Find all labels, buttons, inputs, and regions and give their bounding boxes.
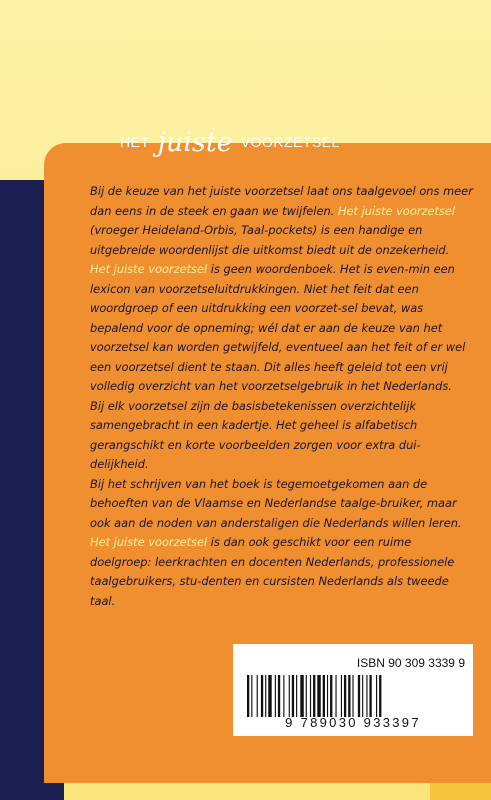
isbn-text: ISBN 90 309 3339 9 xyxy=(356,656,465,670)
barcode-bars xyxy=(245,675,461,717)
barcode-bar xyxy=(369,675,371,717)
blurb-segment: is dan ook geschikt voor een ruime doelgroep: leerkrachten en docenten Nederlands, professionele taalgebruikers, stu-denten en cursisten Nederlands als tweede taal. xyxy=(90,535,455,608)
title-script: juiste xyxy=(157,127,233,158)
barcode-bar xyxy=(261,675,263,717)
barcode-digits: 9 789030 933397 xyxy=(285,715,421,730)
barcode-bar xyxy=(296,675,297,717)
blurb-segment: Bij elk voorzetsel zijn de basisbetekenissen overzichtelijk samengebracht in een kadertje. Het geheel is alfabetisch gerangschikt en korte voorbeelden zorgen voor extra dui-delijkheid. xyxy=(90,398,421,471)
barcode-bar xyxy=(292,675,294,717)
barcode-bar xyxy=(358,675,360,717)
blurb-paragraph xyxy=(90,260,476,397)
barcode-bar xyxy=(310,675,311,717)
blurb-paragraph xyxy=(90,475,476,612)
barcode-bar xyxy=(317,675,320,717)
barcode-bar xyxy=(341,675,342,717)
barcode-bar xyxy=(348,675,350,717)
barcode-bar xyxy=(265,675,266,717)
blurb-segment: (vroeger Heideland-Orbis, Taal-pockets) is een handige en uitgebreide woordenlijst die uitkomst biedt uit de onzekerheid. xyxy=(90,223,450,257)
barcode-bar xyxy=(300,675,303,717)
blurb-segment: Bij het schrijven van het boek is tegemoetgekomen aan de behoeften van de Vlaamse en Nederlandse taalge-bruiker, maar ook aan de noden van anderstaligen die Nederlands willen leren. xyxy=(90,476,462,530)
book-title xyxy=(120,123,340,158)
blurb-text xyxy=(90,182,476,611)
barcode-bar xyxy=(278,675,280,717)
barcode-bar xyxy=(247,675,249,717)
barcode-bar xyxy=(366,675,367,717)
barcode-bar xyxy=(306,675,307,717)
barcode-bar xyxy=(330,675,332,717)
blurb-segment: is geen woordenboek. Het is even-min een lexicon van voorzetseluitdrukkingen. Niet het feit dat een woordgroep of een uitdrukking een voorzet-sel bevat, was bepalend voor de opneming; wél dat er aan de keuze van het voorzetsel kan worden getwijfeld, eventueel aan het feit of er wel een voorzetsel dient te staan. Dit alles heeft geleid tot een vrij volledig overzicht van het voorzetselgebruik in het Nederlands. xyxy=(90,262,466,393)
blurb-paragraph xyxy=(90,397,476,475)
barcode-bar xyxy=(283,675,284,717)
barcode-bar xyxy=(257,675,258,717)
book-title-mention: Het juiste voorzetsel xyxy=(337,203,456,218)
book-title-mention: Het juiste voorzetsel xyxy=(90,262,208,276)
blurb-segment: Bij de keuze van het juiste voorzetsel laat ons taalgevoel ons meer dan eens in de steek en gaan we twijfelen. xyxy=(90,184,473,218)
barcode-bar xyxy=(268,675,271,717)
title-prefix: HET xyxy=(120,134,150,150)
barcode-label xyxy=(233,644,473,736)
barcode-bar xyxy=(376,675,377,717)
barcode-bar xyxy=(289,675,290,717)
barcode-bar xyxy=(362,675,363,717)
book-title-mention: Het juiste voorzetsel xyxy=(90,535,208,549)
barcode-bar xyxy=(313,675,315,717)
barcode-bar xyxy=(251,675,252,717)
barcode-bar xyxy=(323,675,325,717)
barcode-bar xyxy=(335,675,336,717)
title-suffix: VOORZETSEL xyxy=(240,134,340,150)
barcode-bar xyxy=(327,675,328,717)
barcode-bar xyxy=(352,675,353,717)
barcode-bar xyxy=(379,675,381,717)
barcode-bar xyxy=(275,675,276,717)
blurb-paragraph xyxy=(90,182,476,260)
barcode-bar xyxy=(344,675,346,717)
